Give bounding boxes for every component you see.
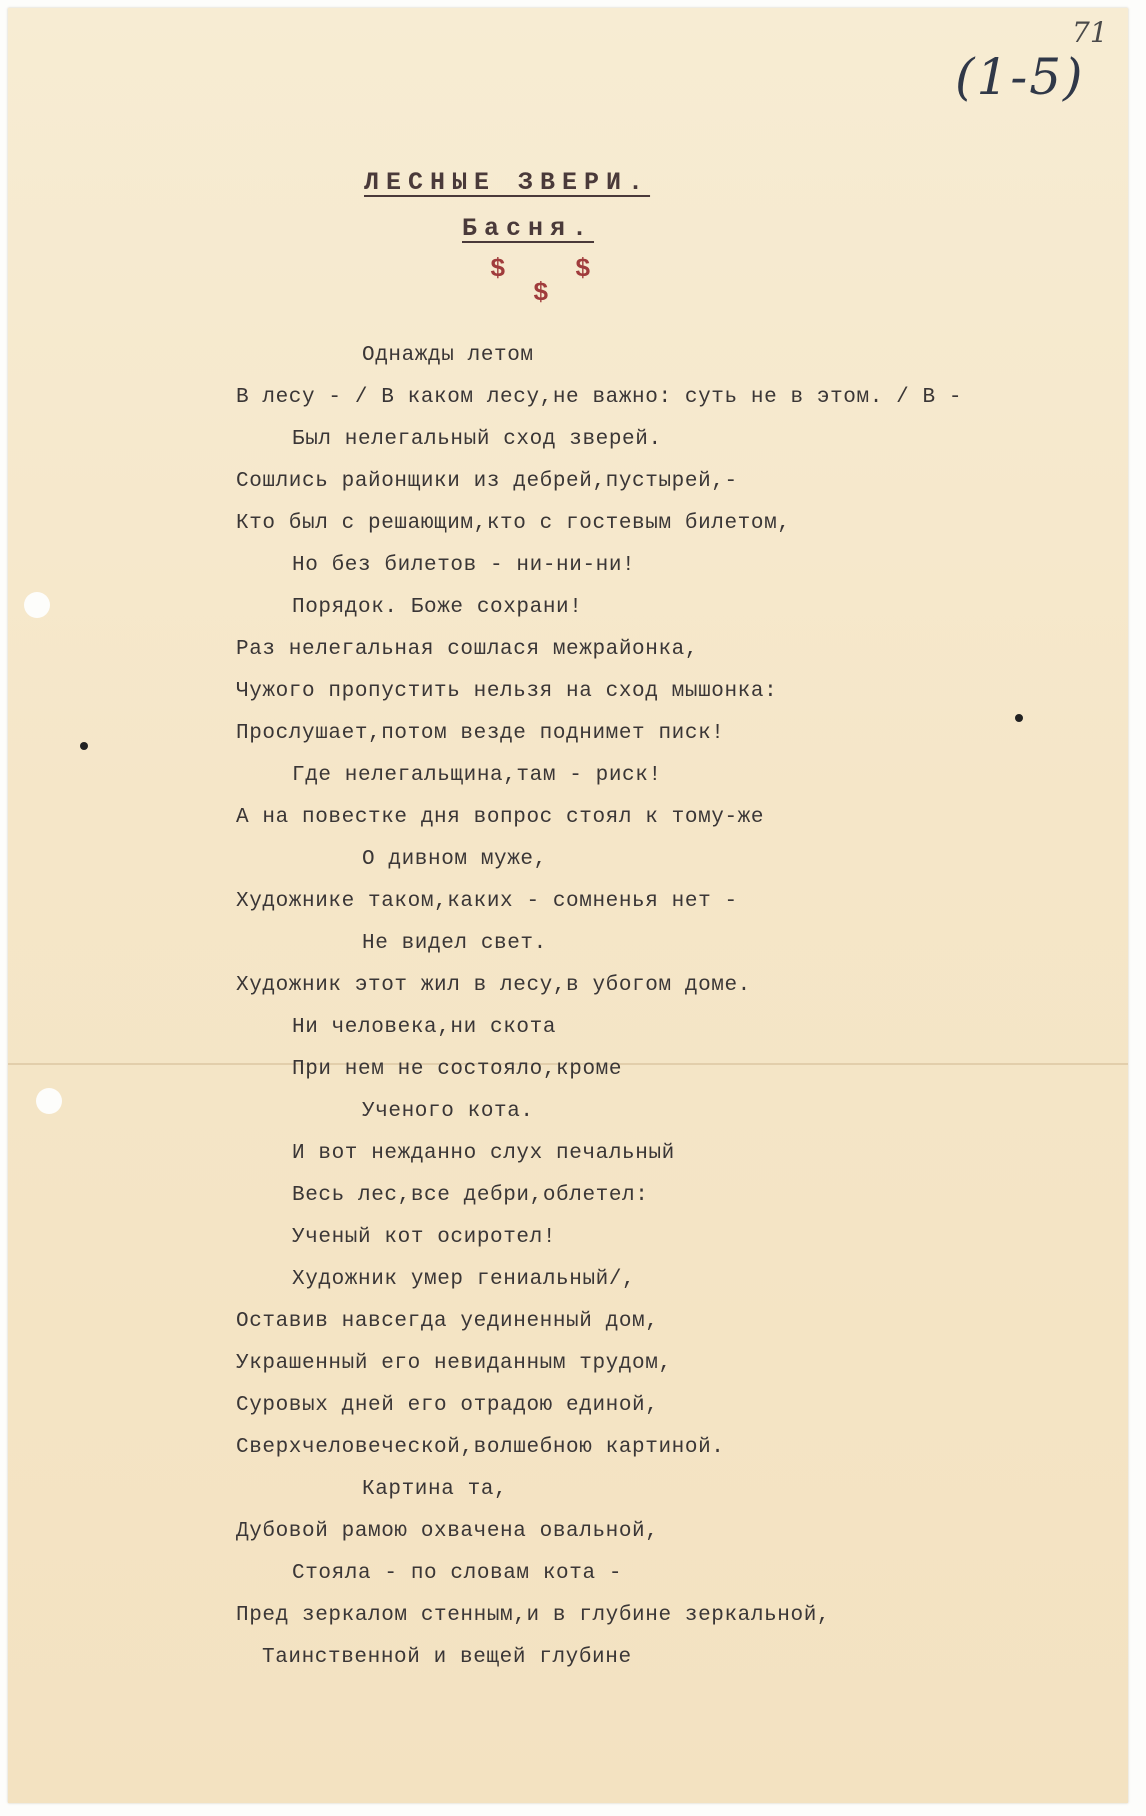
poem-line: Оставив навсегда уединенный дом, bbox=[236, 1310, 659, 1333]
ink-dot bbox=[1015, 714, 1023, 722]
poem-line: Кто был с решающим,кто с гостевым билетом, bbox=[236, 512, 791, 535]
poem-line: И вот нежданно слух печальный bbox=[292, 1142, 675, 1165]
poem-line: Однажды летом bbox=[362, 344, 534, 367]
poem-line: Украшенный его невиданным трудом, bbox=[236, 1352, 672, 1375]
poem-line: О дивном муже, bbox=[362, 848, 547, 871]
poem-line: Ученый кот осиротел! bbox=[292, 1226, 557, 1249]
handwritten-range-note: (1-5) bbox=[955, 48, 1085, 106]
poem-line: Ученого кота. bbox=[362, 1100, 534, 1123]
poem-line: При нем не состояло,кроме bbox=[292, 1058, 623, 1081]
document-subtitle: Басня. bbox=[462, 214, 595, 243]
poem-line: Раз нелегальная сошлася межрайонка, bbox=[236, 638, 699, 661]
punch-hole bbox=[24, 592, 50, 618]
ornament-mark: $ bbox=[575, 254, 591, 284]
poem-line: Художник этот жил в лесу,в убогом доме. bbox=[236, 974, 751, 997]
poem-line: Картина та, bbox=[362, 1478, 508, 1501]
ink-dot bbox=[80, 742, 88, 750]
poem-line: Весь лес,все дебри,облетел: bbox=[292, 1184, 649, 1207]
poem-line: Сверхчеловеческой,волшебною картиной. bbox=[236, 1436, 725, 1459]
poem-line: Ни человека,ни скота bbox=[292, 1016, 557, 1039]
punch-hole bbox=[36, 1088, 62, 1114]
ornament-mark: $ bbox=[490, 254, 506, 284]
poem-line: Но без билетов - ни-ни-ни! bbox=[292, 554, 636, 577]
poem-line: Художнике таком,каких - сомненья нет - bbox=[236, 890, 738, 913]
poem-line: Где нелегальщина,там - риск! bbox=[292, 764, 662, 787]
poem-line: В лесу - / В каком лесу,не важно: суть не в этом. / В - bbox=[236, 386, 963, 409]
poem-line: Порядок. Боже сохрани! bbox=[292, 596, 583, 619]
poem-line: А на повестке дня вопрос стоял к тому-же bbox=[236, 806, 765, 829]
poem-line: Суровых дней его отрадою единой, bbox=[236, 1394, 659, 1417]
ornament-mark: $ bbox=[533, 278, 549, 308]
poem-line: Прослушает,потом везде поднимет писк! bbox=[236, 722, 725, 745]
poem-line: Пред зеркалом стенным,и в глубине зеркальной, bbox=[236, 1604, 831, 1627]
archive-page-number: 71 bbox=[1072, 16, 1108, 49]
poem-line: Не видел свет. bbox=[362, 932, 547, 955]
poem-line: Стояла - по словам кота - bbox=[292, 1562, 623, 1585]
poem-line: Чужого пропустить нельзя на сход мышонка: bbox=[236, 680, 778, 703]
document-title: ЛЕСНЫЕ ЗВЕРИ. bbox=[364, 168, 651, 197]
poem-line: Таинственной и вещей глубине bbox=[262, 1646, 632, 1669]
poem-line: Дубовой рамою охвачена овальной, bbox=[236, 1520, 659, 1543]
poem-line: Был нелегальный сход зверей. bbox=[292, 428, 662, 451]
poem-line: Художник умер гениальный/, bbox=[292, 1268, 636, 1291]
poem-line: Сошлись районщики из дебрей,пустырей,- bbox=[236, 470, 738, 493]
